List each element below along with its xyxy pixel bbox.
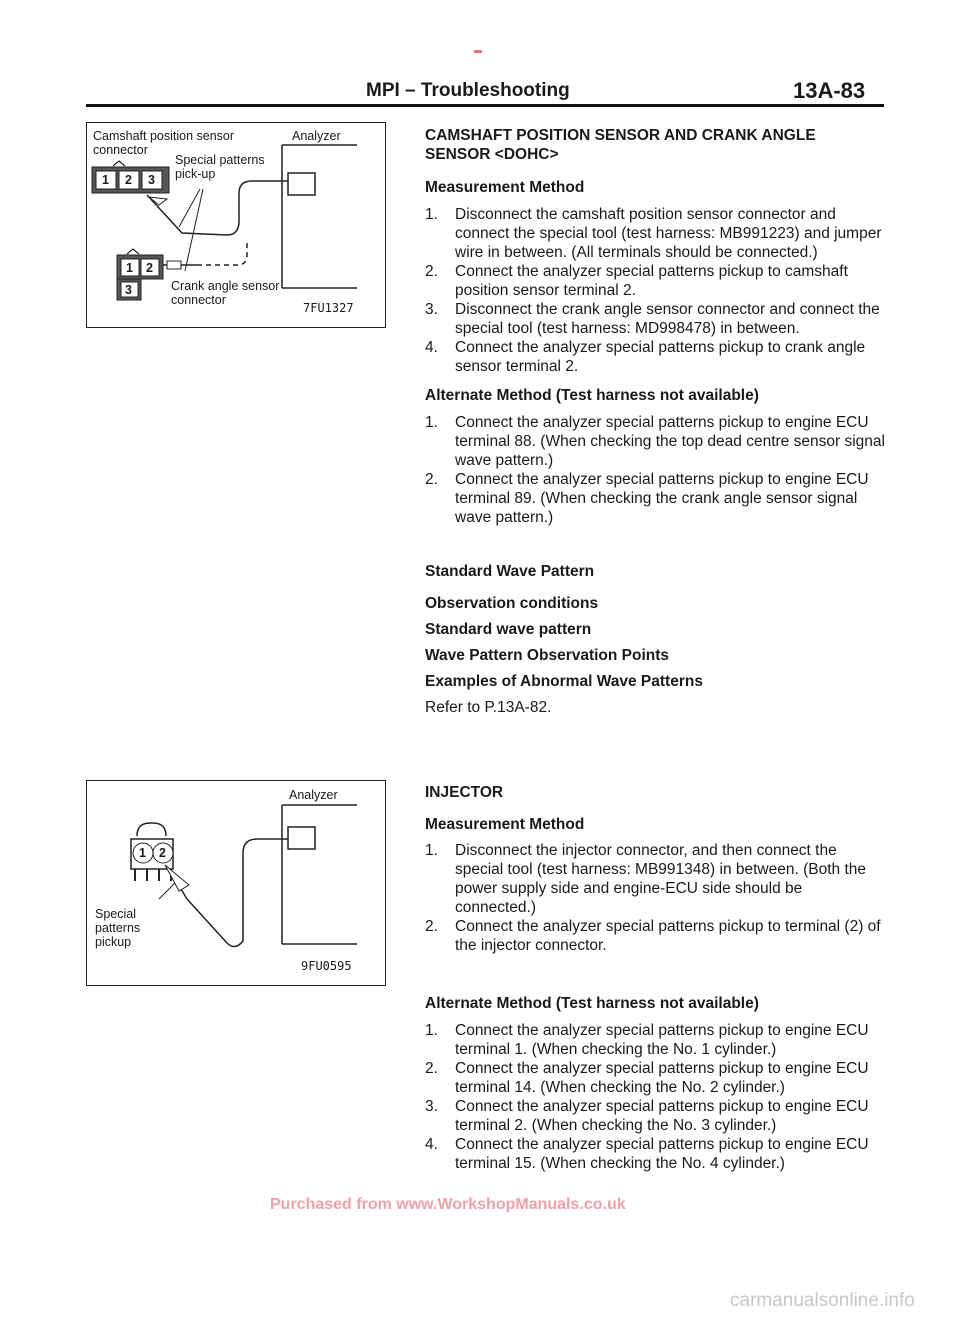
list-item: 2. Connect the analyzer special patterns pickup to engine ECU terminal 89. (When checking the crank angle sensor signal wave pattern.)	[425, 471, 869, 526]
list-item: 2. Connect the analyzer special patterns pickup to camshaft position sensor terminal 2.	[425, 263, 848, 299]
list-item: 1. Disconnect the camshaft position sensor connector and connect the special tool (test harness: MB991223) and jumper wire in between. (All terminals should be connected.)	[425, 206, 882, 261]
observation-points-heading: Wave Pattern Observation Points	[425, 647, 670, 664]
figure-code: 9FU0595	[301, 959, 352, 973]
measurement-heading: Measurement Method	[425, 179, 585, 196]
figure-camshaft-crank	[86, 122, 386, 328]
injector-alternate-block	[425, 994, 885, 1173]
header-mark	[474, 50, 482, 53]
analyzer-label: Analyzer	[292, 129, 341, 143]
figure-code: 7FU1327	[303, 301, 354, 315]
list-item: 3. Connect the analyzer special patterns pickup to engine ECU terminal 2. (When checking the No. 3 cylinder.)	[425, 1098, 869, 1134]
list-item: 4. Connect the analyzer special patterns pickup to engine ECU terminal 15. (When checking the No. 4 cylinder.)	[425, 1136, 869, 1172]
special-patterns-label: Special patterns pick-up	[175, 153, 265, 181]
special-patterns-label: Special patterns pickup	[95, 907, 141, 949]
alternate-steps	[425, 1021, 885, 1173]
pin-2-label: 2	[159, 846, 166, 860]
crank-connector-label: Crank angle sensor connector	[171, 279, 280, 307]
section-camshaft-crank	[425, 126, 885, 527]
list-item: 1. Connect the analyzer special patterns pickup to engine ECU terminal 88. (When checking the top dead centre sensor signal wave pattern.)	[425, 414, 885, 469]
list-item: 2. Connect the analyzer special patterns pickup to engine ECU terminal 14. (When checking the No. 2 cylinder.)	[425, 1060, 869, 1096]
standard-wave-pattern-heading: Standard Wave Pattern	[425, 563, 595, 580]
pin-2-label: 2	[125, 173, 132, 187]
header-divider	[86, 104, 884, 107]
alternate-steps	[425, 413, 885, 527]
measurement-steps	[425, 205, 885, 376]
list-item: 2. Connect the analyzer special patterns pickup to terminal (2) of the injector connector.	[425, 918, 881, 954]
wave-pattern-block	[425, 562, 885, 717]
watermark: carmanualsonline.info	[730, 1290, 915, 1311]
list-item: 4. Connect the analyzer special patterns pickup to crank angle sensor terminal 2.	[425, 339, 866, 375]
figure-injector	[86, 780, 386, 986]
standard-wave-pattern-subheading: Standard wave pattern	[425, 621, 592, 638]
alternate-heading: Alternate Method (Test harness not available)	[425, 995, 759, 1012]
alternate-heading: Alternate Method (Test harness not available)	[425, 387, 759, 404]
measurement-heading: Measurement Method	[425, 816, 585, 833]
page-number: 13A-83	[793, 78, 866, 103]
refer-text: Refer to P.13A-82.	[425, 699, 552, 716]
crank-pin-1-label: 1	[126, 261, 133, 275]
abnormal-examples-heading: Examples of Abnormal Wave Patterns	[425, 673, 703, 690]
section-injector	[425, 783, 885, 955]
figure-injector-drawing	[87, 781, 385, 985]
list-item: 1. Disconnect the injector connector, and then connect the special tool (test harness: MB991348) in between. (Both the power supply side and engine-ECU side should be connected.)	[425, 842, 866, 916]
camshaft-connector-label: Camshaft position sensor connector	[93, 129, 235, 157]
page-title: MPI – Troubleshooting	[366, 80, 570, 101]
observation-conditions-heading: Observation conditions	[425, 595, 599, 612]
pin-1-label: 1	[102, 173, 109, 187]
crank-pin-3-label: 3	[125, 283, 132, 297]
analyzer-label: Analyzer	[289, 788, 338, 802]
measurement-steps	[425, 841, 885, 955]
pin-1-label: 1	[139, 846, 146, 860]
list-item: 1. Connect the analyzer special patterns pickup to engine ECU terminal 1. (When checking the No. 1 cylinder.)	[425, 1022, 869, 1058]
pin-3-label: 3	[148, 173, 155, 187]
section-title: INJECTOR	[425, 784, 504, 801]
section-title: CAMSHAFT POSITION SENSOR AND CRANK ANGLE SENSOR <DOHC>	[425, 127, 816, 163]
list-item: 3. Disconnect the crank angle sensor connector and connect the special tool (test harness: MD998478) in between.	[425, 301, 880, 337]
purchase-notice: Purchased from www.WorkshopManuals.co.uk	[270, 1196, 626, 1213]
crank-pin-2-label: 2	[146, 261, 153, 275]
